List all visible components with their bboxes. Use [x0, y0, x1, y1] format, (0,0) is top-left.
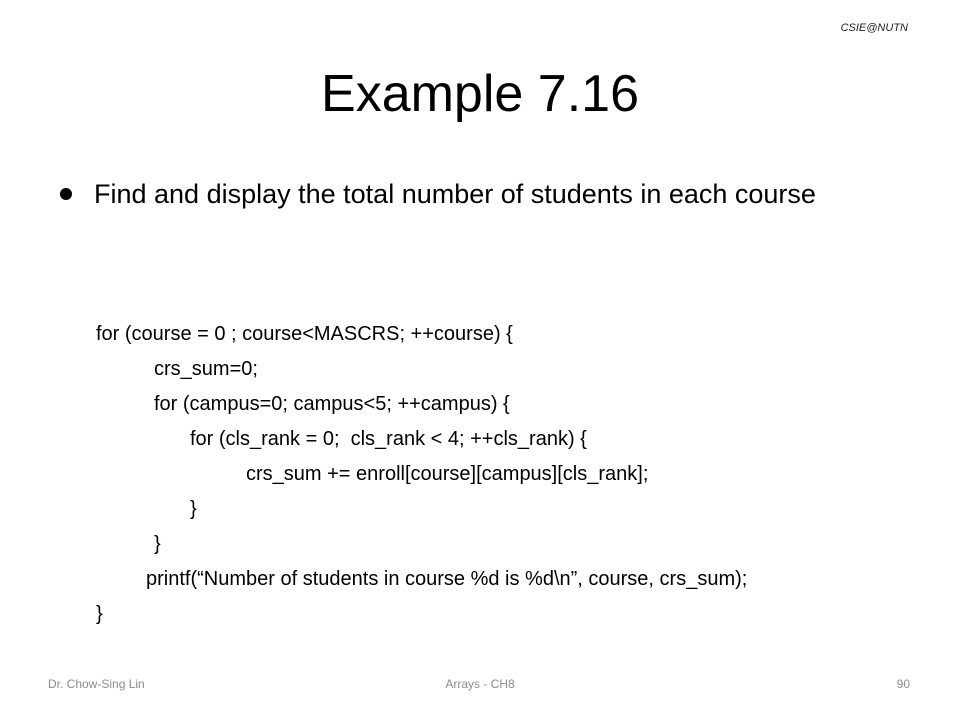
footer-page-number: 90	[896, 677, 910, 691]
code-line: }	[154, 533, 161, 555]
code-line: crs_sum += enroll[course][campus][cls_rank];	[246, 463, 649, 485]
header-tag: CSIE@NUTN	[840, 22, 908, 34]
code-line: }	[190, 498, 197, 520]
code-line: for (cls_rank = 0; cls_rank < 4; ++cls_rank) {	[190, 428, 587, 450]
footer-section: Arrays - CH8	[445, 677, 515, 691]
code-line: for (course = 0 ; course<MASCRS; ++course) {	[96, 323, 513, 345]
footer-author: Dr. Chow-Sing Lin	[48, 677, 145, 691]
code-line: }	[96, 603, 103, 625]
slide-title: Example 7.16	[321, 65, 639, 123]
bullet-text: Find and display the total number of students in each course	[94, 179, 816, 209]
code-line: crs_sum=0;	[154, 358, 258, 380]
code-line: printf(“Number of students in course %d is %d\n”, course, crs_sum);	[146, 568, 748, 590]
code-line: for (campus=0; campus<5; ++campus) {	[154, 393, 510, 415]
